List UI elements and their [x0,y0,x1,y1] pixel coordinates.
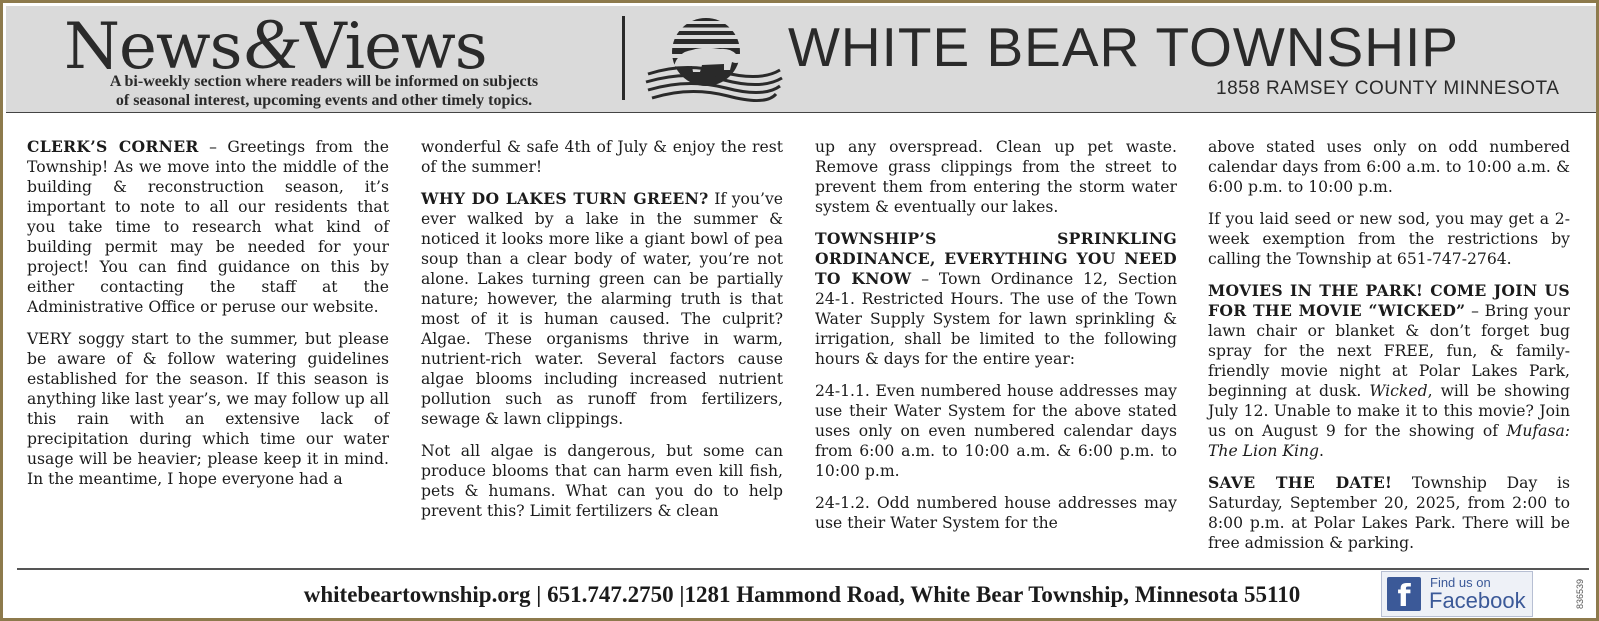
sprinkling-heading: TOWNSHIP’S SPRINKLING ORDINANCE, EVERYTHING YOU NEED TO KNOW [815,229,1177,288]
cleanup-paragraph: up any overspread. Clean up pet waste. Remove grass clippings from the street to prevent them from entering the storm water system & eventually our lakes. [815,138,1177,216]
footer-contact-line[interactable]: whitebeartownship.org | 651.747.2750 |1281 Hammond Road, White Bear Township, Minnesota 55110 [303,582,1301,607]
sod-exemption-paragraph: If you laid seed or new sod, you may get a 2-week exemption from the restrictions by calling the Township at 651-747-2764. [1208,210,1570,268]
movies-body-b: , will be showing July 12. Unable to make it to this movie? Join us on August 9 for the showing of [1208,382,1570,440]
title-news: News [64,10,242,84]
footer-divider [17,568,1589,570]
movies-body-c: . [1319,442,1324,460]
column-1 [27,137,389,501]
facebook-find-label: Find us on [1430,575,1491,590]
section-subtitle [64,72,584,110]
movie-title-wicked: Wicked [1369,382,1428,400]
column-3 [815,137,1177,545]
sprinkling-paragraph [815,229,1177,369]
township-title: WHITE BEAR TOWNSHIP [788,16,1459,78]
sprinkling-body: – Town Ordinance 12, Section 24-1. Restricted Hours. The use of the Town Water Supply System for lawn sprinkling & irrigation, shall be limited to the following hours & days for the entire year: [815,270,1177,368]
subtitle-line-2: of seasonal interest, upcoming events and other timely topics. [115,92,533,109]
facebook-f-icon: f [1387,577,1421,611]
odd-days-paragraph: above stated uses only on odd numbered calendar days from 6:00 a.m. to 10:00 a.m. & 6:00 p.m. to 10:00 p.m. [1208,138,1570,196]
lakes-green-paragraph [421,189,783,429]
column-4 [1208,137,1570,565]
movies-paragraph [1208,281,1570,461]
watering-paragraph: VERY soggy start to the summer, but please be aware of & follow watering guidelines established for the season. If this season is anything like last year’s, we may follow up all this rain with an extensive lack of precipitation during which time our water usage will be heavier; please keep it in mind. In the meantime, I hope everyone had a [27,330,389,488]
ad-code: 836539 [1575,578,1585,609]
july-paragraph: wonderful & safe 4th of July & enjoy the rest of the summer! [421,138,783,176]
movies-heading: MOVIES IN THE PARK! COME JOIN US FOR THE MOVIE “WICKED” [1208,281,1570,320]
masthead-divider [622,16,625,100]
clerks-corner-heading: CLERK’S CORNER [27,137,199,156]
movie-title-mufasa: Mufasa: The Lion King [1208,422,1570,460]
column-2 [421,137,783,533]
algae-paragraph: Not all algae is dangerous, but some can produce blooms that can harm even kill fish, pets & humans. What can you do to help prevent this? Limit fertilizers & clean [421,442,783,520]
township-subtitle: 1858 RAMSEY COUNTY MINNESOTA [1216,78,1560,99]
clerks-corner-body: – Greetings from the Township! As we move into the middle of the building & reconstruction season, it’s important to note to all our residents that you take time to research what kind of building permit may be needed for your project! You can find guidance on this by either contacting the staff at the Administrative Office or peruse our website. [27,138,389,316]
lakes-green-body: If you’ve ever walked by a lake in the summer & noticed it looks more like a giant bowl of pea soup than a clear body of water, you’re not alone. Lakes turning green can be partially nature; however, the alarming truth is that most of it is human caused. The culprit? Algae. These organisms thrive in warm, nutrient-rich water. Several factors cause algae blooms including increased nutrient pollution such as runoff from fertilizers, sewage & lawn clippings. [421,190,783,428]
clerks-corner-paragraph [27,137,389,317]
save-the-date-body: Township Day is Saturday, September 20, 2025, from 2:00 to 8:00 p.m. at Polar Lakes Park. There will be free admission & parking. [1208,474,1571,552]
facebook-name-label: Facebook [1429,588,1526,613]
subtitle-line-1: A bi-weekly section where readers will be informed on subjects [109,73,539,90]
lakes-green-heading: WHY DO LAKES TURN GREEN? [421,189,709,208]
bear-sunrise-logo-icon [644,12,784,108]
facebook-badge[interactable] [1381,571,1533,617]
save-the-date-heading: SAVE THE DATE! [1208,473,1393,492]
odd-addresses-paragraph: 24-1.2. Odd numbered house addresses may use their Water System for the [815,494,1177,532]
masthead [6,6,1599,113]
title-ampersand: & [243,4,299,84]
movies-body-a: – Bring your lawn chair or blanket & don’t forget bug spray for the next FREE, fun, & family-friendly movie night at Polar Lakes Park, beginning at dusk. [1208,302,1570,400]
save-the-date-paragraph [1208,473,1570,553]
even-addresses-paragraph: 24-1.1. Even numbered house addresses may use their Water System for the above stated uses only on even numbered calendar days from 6:00 a.m. to 10:00 a.m. & 6:00 p.m. to 10:00 p.m. [815,382,1177,480]
title-views: Views [300,10,487,84]
